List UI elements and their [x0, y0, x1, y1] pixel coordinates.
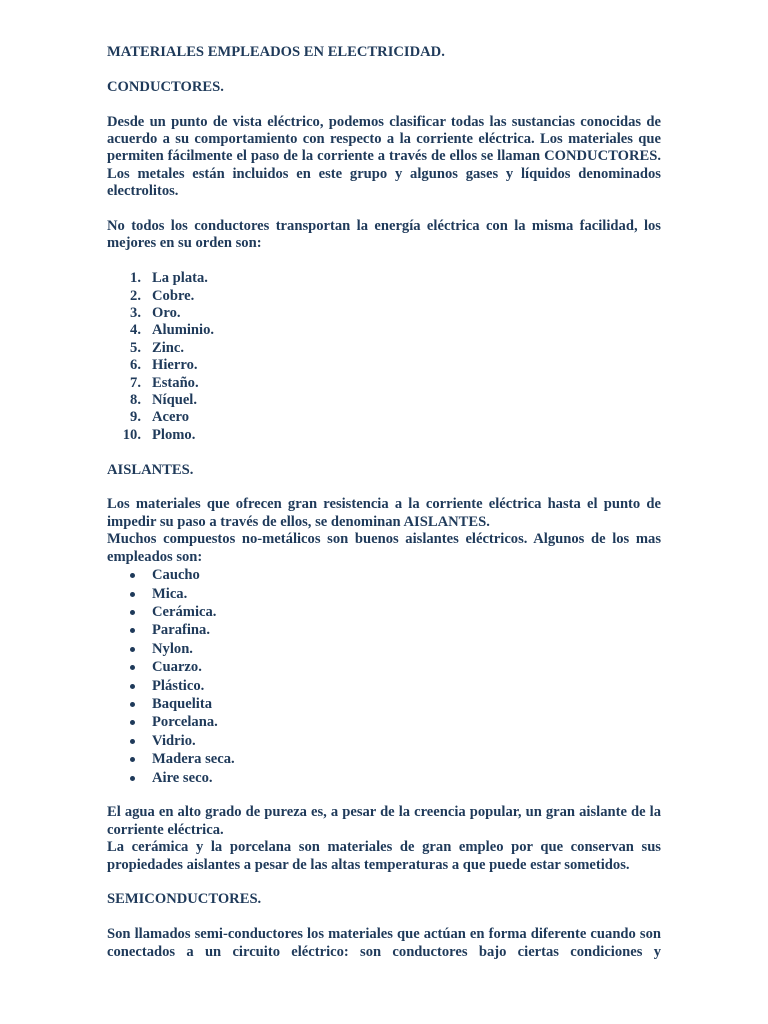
bullet-icon — [130, 628, 135, 633]
list-item — [107, 288, 661, 305]
list-item-label: Cerámica. — [152, 603, 217, 620]
list-number: 1. — [130, 270, 141, 287]
list-item-label: Aire seco. — [152, 769, 213, 786]
aislantes-water-paragraph: El agua en alto grado de pureza es, a pesar de la creencia popular, un gran aislante de la corriente eléctrica. — [107, 804, 661, 838]
list-item — [107, 585, 661, 603]
list-item — [107, 732, 661, 750]
list-number: 10. — [122, 426, 141, 443]
list-item-label: Cuarzo. — [152, 659, 202, 676]
section-heading-aislantes: AISLANTES. — [107, 461, 194, 478]
section-heading-conductores: CONDUCTORES. — [107, 78, 224, 95]
list-item — [107, 713, 661, 731]
list-item-label: Oro. — [152, 305, 181, 322]
conductores-list — [107, 270, 661, 444]
bullet-icon — [130, 757, 135, 762]
bullet-icon — [130, 684, 135, 689]
list-item-label: Porcelana. — [152, 714, 218, 731]
list-item-label: Zinc. — [152, 339, 185, 356]
bullet-icon — [130, 702, 135, 707]
list-item — [107, 270, 661, 287]
list-item — [107, 750, 661, 768]
list-item — [107, 566, 661, 584]
list-item — [107, 640, 661, 658]
section-heading-semiconductores: SEMICONDUCTORES. — [107, 891, 262, 908]
document-title: MATERIALES EMPLEADOS EN ELECTRICIDAD. — [107, 44, 445, 60]
bullet-icon — [130, 665, 135, 670]
list-item-label: Plomo. — [152, 426, 196, 443]
bullet-icon — [130, 573, 135, 578]
list-item — [107, 340, 661, 357]
list-number: 9. — [130, 409, 141, 426]
list-item-label: Madera seca. — [152, 751, 235, 768]
list-item — [107, 375, 661, 392]
list-item-label: Hierro. — [152, 357, 198, 374]
bullet-icon — [130, 610, 135, 615]
list-item — [107, 603, 661, 621]
semiconductores-intro: Son llamados semi-conductores los materiales que actúan en forma diferente cuando son conectados a un circuito eléctrico: son conductores bajo ciertas condiciones y — [107, 926, 661, 960]
list-item-label: Mica. — [152, 585, 188, 602]
conductores-intro: Desde un punto de vista eléctrico, podemos clasificar todas las sustancias conocidas de acuerdo a su comportamiento con respecto a la corriente eléctrica. Los materiales que permiten fácilmente el paso de la corriente a través de ellos se llaman CONDUCTORES. Los metales están incluidos en este grupo y algunos gases y líquidos denominados electrolitos. — [107, 113, 661, 200]
list-item — [107, 695, 661, 713]
list-item-label: Caucho — [152, 567, 200, 584]
bullet-icon — [130, 776, 135, 781]
document-page — [107, 44, 661, 961]
list-item-label: Nylon. — [152, 640, 193, 657]
list-item — [107, 658, 661, 676]
list-item — [107, 427, 661, 444]
list-number: 4. — [130, 322, 141, 339]
list-number: 8. — [130, 392, 141, 409]
conductores-order-text: No todos los conductores transportan la energía eléctrica con la misma facilidad, los mejores en su orden son: — [107, 218, 661, 252]
list-number: 2. — [130, 287, 141, 304]
list-item — [107, 621, 661, 639]
bullet-icon — [130, 720, 135, 725]
list-item — [107, 409, 661, 426]
bullet-icon — [130, 739, 135, 744]
list-item — [107, 677, 661, 695]
aislantes-intro-2: Muchos compuestos no-metálicos son buenos aislantes eléctricos. Algunos de los mas empleados son: — [107, 531, 661, 565]
list-item-label: La plata. — [152, 270, 208, 287]
list-item-label: Cobre. — [152, 287, 195, 304]
list-number: 5. — [130, 339, 141, 356]
bullet-icon — [130, 592, 135, 597]
bullet-icon — [130, 647, 135, 652]
list-item-label: Estaño. — [152, 374, 199, 391]
list-number: 6. — [130, 357, 141, 374]
list-item-label: Aluminio. — [152, 322, 215, 339]
aislantes-ceramics-paragraph: La cerámica y la porcelana son materiales de gran empleo por que conservan sus propiedades aislantes a pesar de las altas temperaturas a que puede estar sometidos. — [107, 839, 661, 873]
list-item-label: Vidrio. — [152, 732, 196, 749]
list-item-label: Plástico. — [152, 677, 205, 694]
list-number: 3. — [130, 305, 141, 322]
list-item-label: Níquel. — [152, 392, 198, 409]
list-item — [107, 322, 661, 339]
aislantes-intro: Los materiales que ofrecen gran resistencia a la corriente eléctrica hasta el punto de impedir su paso a través de ellos, se denominan AISLANTES. — [107, 496, 661, 530]
list-item-label: Baquelita — [152, 695, 213, 712]
list-item — [107, 357, 661, 374]
list-item — [107, 392, 661, 409]
list-item — [107, 769, 661, 787]
list-item — [107, 305, 661, 322]
list-item-label: Parafina. — [152, 622, 210, 639]
aislantes-list — [107, 566, 661, 787]
list-number: 7. — [130, 374, 141, 391]
list-item-label: Acero — [152, 409, 190, 426]
